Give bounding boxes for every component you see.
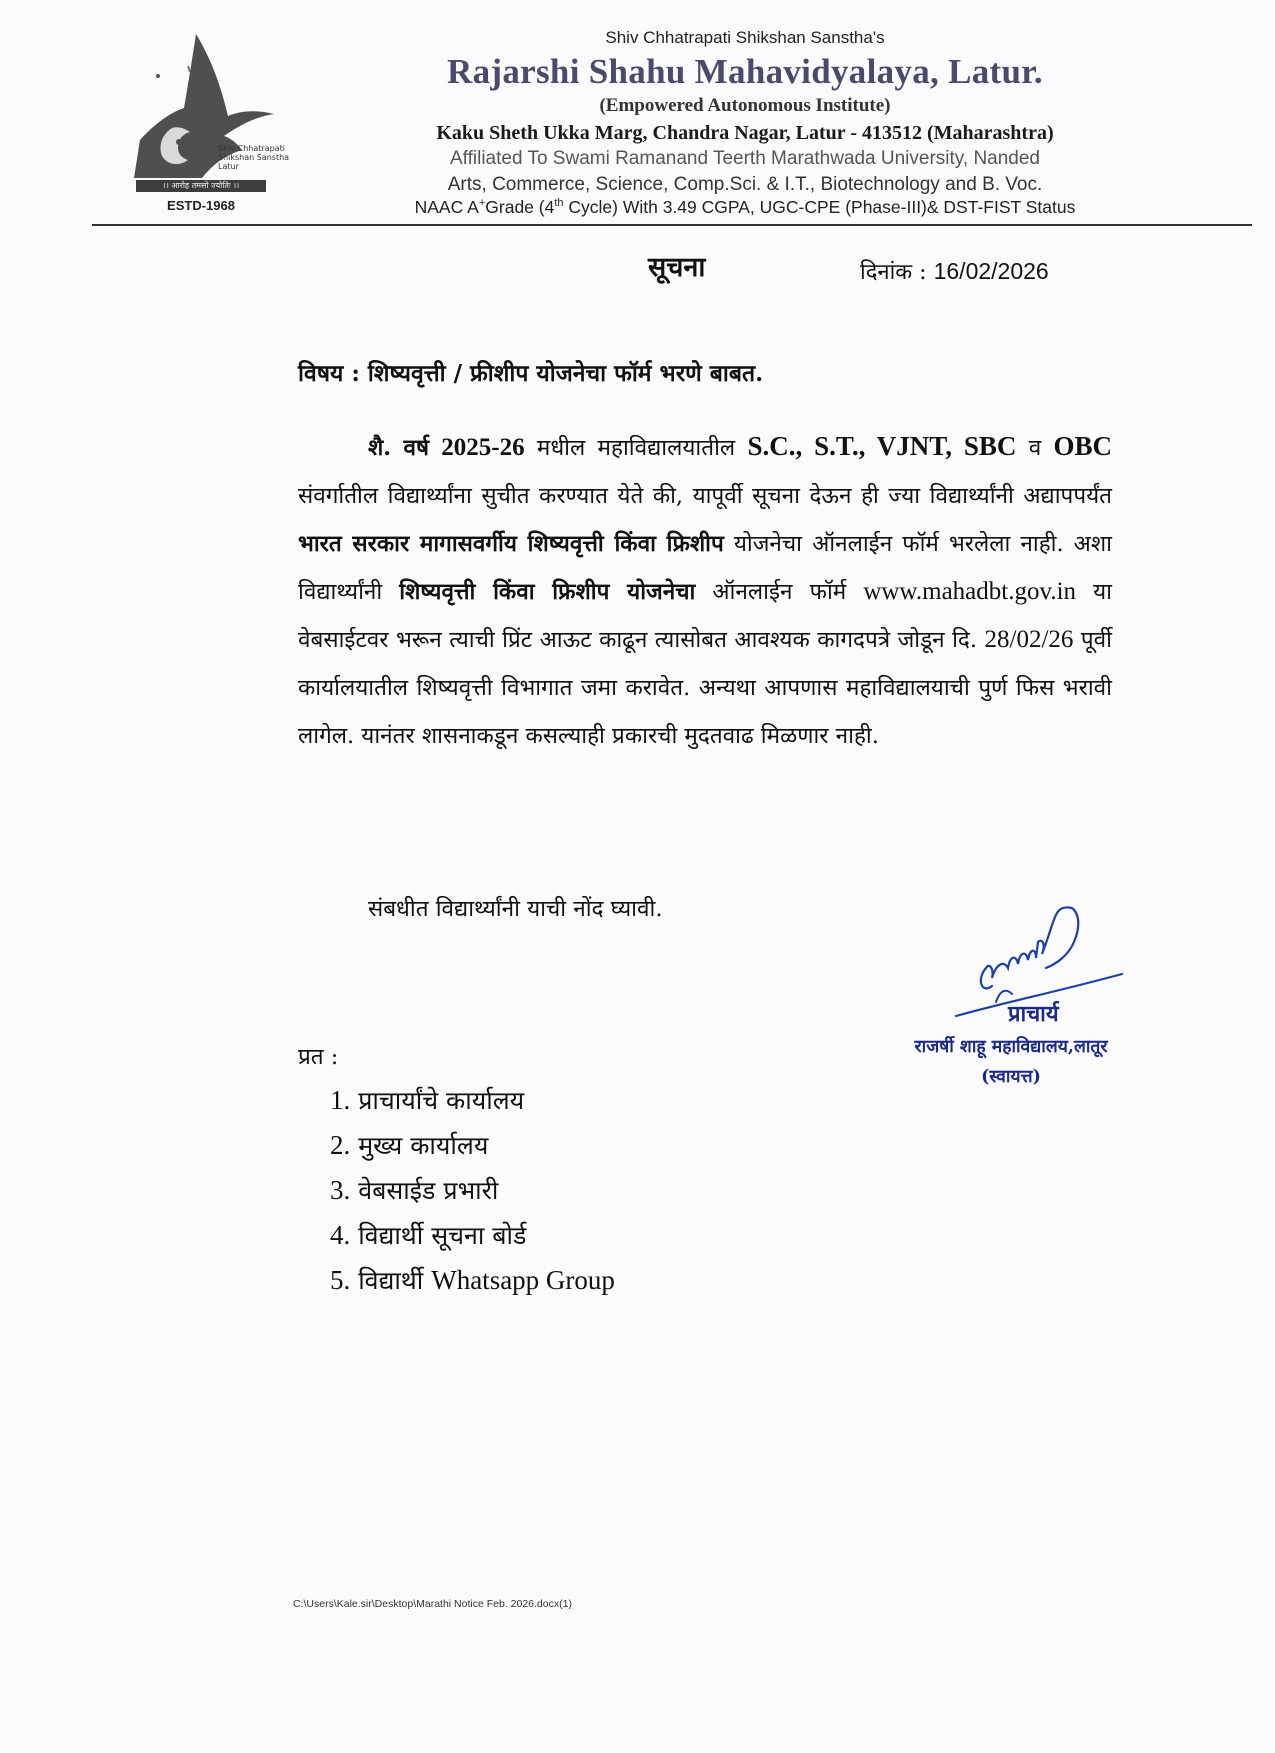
notice-date bbox=[860, 256, 1049, 286]
logo-motto-banner: ।। आरोह तमसो ज्योतिः ।। bbox=[136, 180, 266, 192]
list-item: 1. प्राचार्यांचे कार्यालय bbox=[330, 1085, 525, 1115]
date-label: दिनांक : bbox=[860, 260, 927, 285]
college-affiliation: Affiliated To Swami Ramanand Teerth Marathwada University, Nanded bbox=[449, 148, 1040, 169]
principal-signature-stamp bbox=[896, 898, 1126, 1108]
college-name: Rajarshi Shahu Mahavidyalaya, Latur. bbox=[447, 52, 1043, 91]
logo-side-text: Shiv Chhatrapati Shikshan Sanstha Latur bbox=[218, 144, 290, 171]
header-divider bbox=[92, 224, 1252, 226]
stamp-autonomous: (स्वायत्त) bbox=[981, 1067, 1041, 1087]
list-item: 4. विद्यार्थी सूचना बोर्ड bbox=[330, 1220, 527, 1250]
notice-subject: विषय : शिष्यवृत्ती / फ्रीशीप योजनेचा फॉर्म भरणे बाबत. bbox=[298, 360, 764, 387]
college-address: Kaku Sheth Ukka Marg, Chandra Nagar, Latur - 413512 (Maharashtra) bbox=[436, 122, 1054, 144]
date-value: 16/02/2026 bbox=[933, 258, 1049, 284]
naac-status: NAAC A+Grade (4th Cycle) With 3.49 CGPA, UGC-CPE (Phase-III)& DST-FIST Status bbox=[414, 197, 1076, 217]
list-item: 5. विद्यार्थी Whatsapp Group bbox=[330, 1265, 615, 1295]
college-courses: Arts, Commerce, Science, Comp.Sci. & I.T., Biotechnology and B. Voc. bbox=[447, 174, 1043, 195]
website-link: www.mahadbt.gov.in bbox=[863, 578, 1077, 605]
list-item: 2. मुख्य कार्यालय bbox=[330, 1130, 489, 1160]
notice-closing: संबधीत विद्यार्थ्यांनी याची नोंद घ्यावी. bbox=[368, 896, 663, 922]
society-name: Shiv Chhatrapati Shikshan Sanstha's bbox=[605, 28, 885, 47]
notice-body: शै. वर्ष 2025-26 मधील महाविद्यालयातील S.C., S.T., VJNT, SBC व OBC संवर्गातील विद्यार्थ्यांना सुचीत करण्यात येते की, यापूर्वी सूचना देऊन ही ज्या विद्यार्थ्यांनी अद्यापपर्यंत भारत सरकार मागासवर्गीय शिष्यवृत्ती किंवा फ्रिशीप योजनेचा ऑनलाईन फॉर्म भरलेला नाही. अशा विद्यार्थ्यांनी शिष्यवृत्ती किंवा फ्रिशीप योजनेचा ऑनलाईन फॉर्म www.mahadbt.gov.in या वेबसाईटवर भरून त्याची प्रिंट आऊट काढून त्यासोबत आवश्यक कागदपत्रे जोडून दि. 28/02/26 पूर्वी कार्यालयातील शिष्यवृत्ती विभागात जमा करावेत. अन्यथा आपणास महाविद्यालयाची पुर्ण फिस भरावी लागेल. यानंतर शासनाकडून कसल्याही प्रकारची मुदतवाढ मिळणार नाही. bbox=[298, 431, 1113, 749]
notice-title: सूचना bbox=[648, 252, 706, 283]
stamp-designation: प्राचार्य bbox=[1008, 1001, 1059, 1027]
deadline-date: 28/02/26 bbox=[984, 626, 1074, 653]
college-status: (Empowered Autonomous Institute) bbox=[599, 95, 891, 116]
logo-estd: ESTD-1968 bbox=[167, 198, 235, 213]
list-item: 3. वेबसाईड प्रभारी bbox=[330, 1175, 499, 1205]
college-logo bbox=[132, 30, 292, 220]
dove-emblem-icon bbox=[132, 30, 292, 200]
document-file-path: C:\Users\Kale.sir\Desktop\Marathi Notice Feb. 2026.docx(1) bbox=[293, 1598, 572, 1610]
copy-to-heading: प्रत : bbox=[298, 1044, 339, 1070]
copy-to-list bbox=[330, 1078, 615, 1303]
category-list: S.C., S.T., VJNT, SBC bbox=[747, 431, 1017, 461]
stamp-college: राजर्षी शाहू महाविद्यालय,लातूर bbox=[914, 1037, 1108, 1057]
